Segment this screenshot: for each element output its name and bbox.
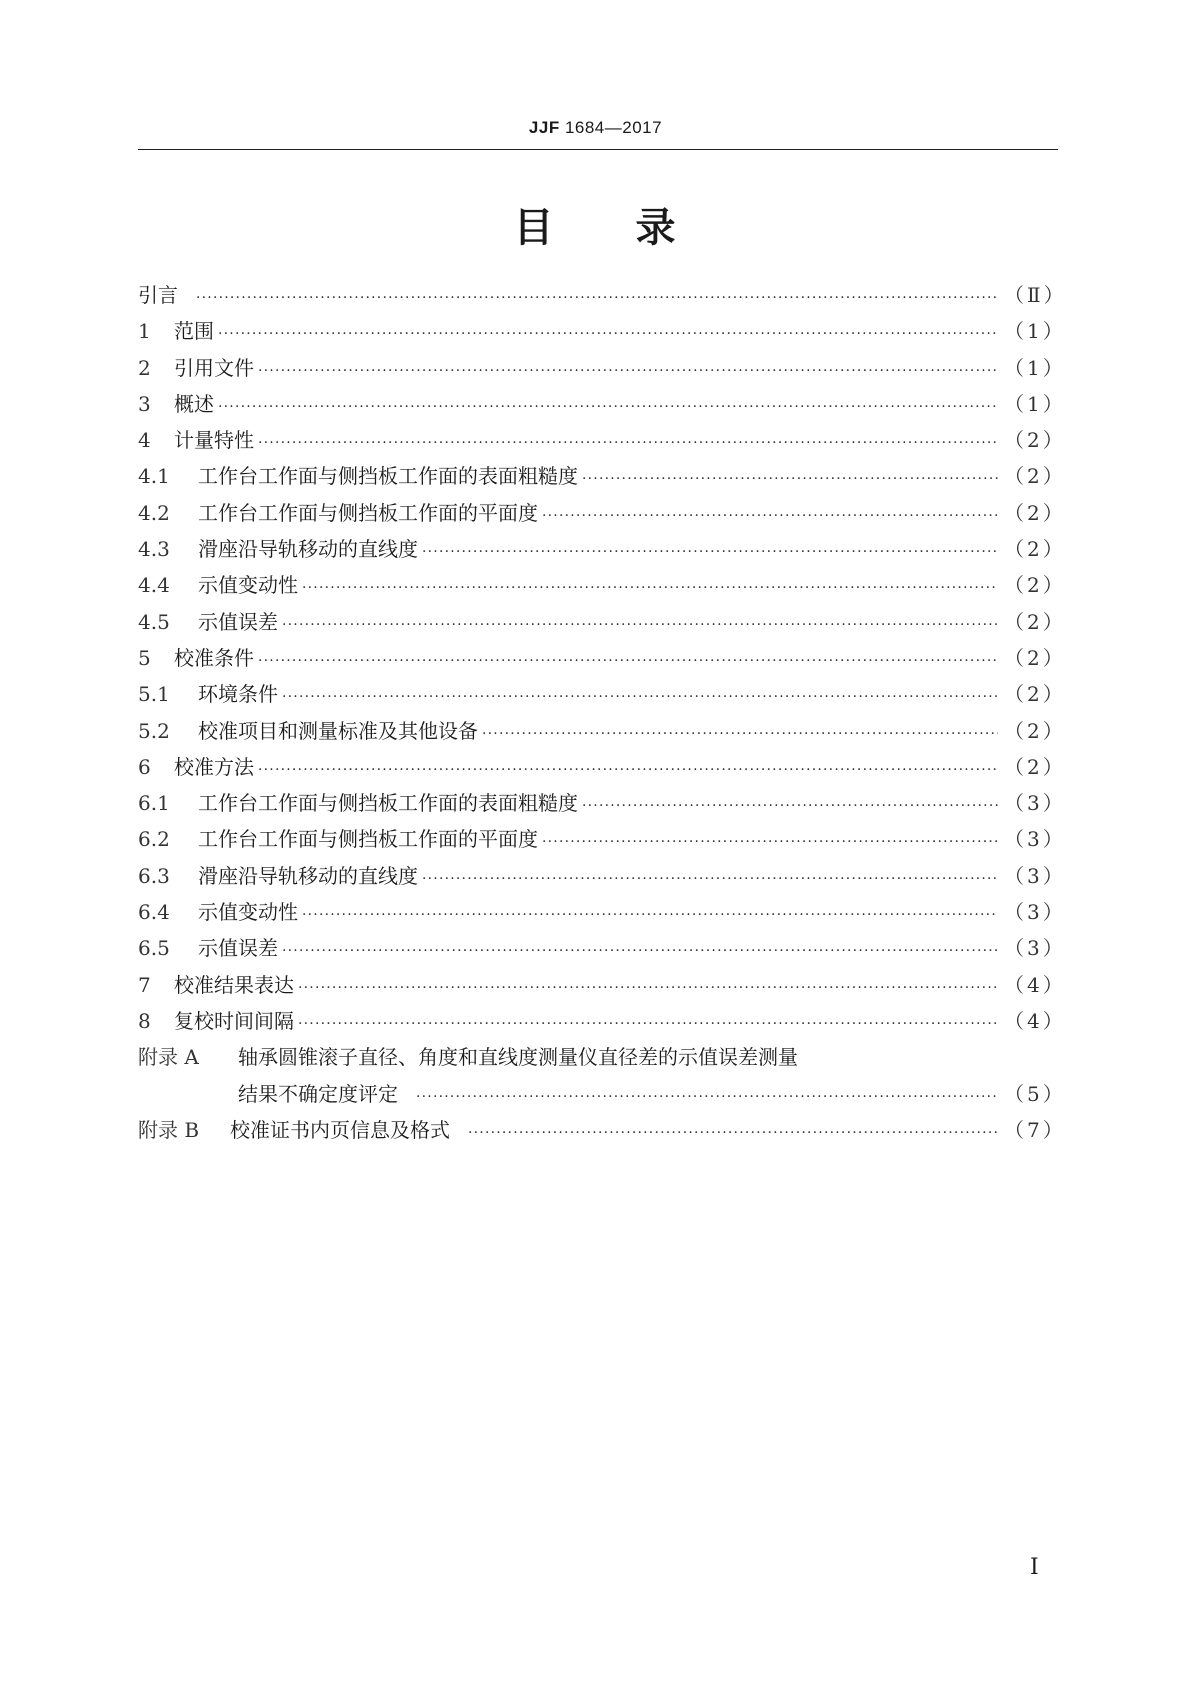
toc-leader-dots xyxy=(482,716,998,752)
toc-leader-dots xyxy=(582,461,998,497)
toc-entry[interactable] xyxy=(138,277,1067,313)
toc-entry-title: 校准项目和测量标准及其他设备 xyxy=(198,718,478,743)
toc-entry-title: 滑座沿导轨移动的直线度 xyxy=(198,537,418,562)
document-header xyxy=(0,118,1191,138)
toc-entry-number: 5.1 xyxy=(138,682,170,707)
toc-entry-title: 滑座沿导轨移动的直线度 xyxy=(198,863,418,888)
toc-entry-page: （2） xyxy=(1004,609,1066,634)
toc-entry[interactable] xyxy=(138,531,1066,567)
toc-entry-title: 工作台工作面与侧挡板工作面的平面度 xyxy=(198,827,538,852)
toc-entry[interactable] xyxy=(138,386,1066,422)
toc-entry[interactable] xyxy=(138,821,1066,857)
toc-entry-title: 工作台工作面与侧挡板工作面的表面粗糙度 xyxy=(198,791,578,816)
toc-entry-number: 7 xyxy=(138,972,151,997)
toc-entry[interactable] xyxy=(138,458,1066,494)
toc-leader-dots xyxy=(282,933,998,969)
toc-entry-page: （2） xyxy=(1004,464,1066,489)
toc-entry-title: 工作台工作面与侧挡板工作面的表面粗糙度 xyxy=(198,464,578,489)
toc-entry-page: （1） xyxy=(1004,355,1066,380)
toc-leader-dots xyxy=(218,389,998,425)
page-title xyxy=(0,196,1191,253)
toc-entry[interactable] xyxy=(138,967,1066,1003)
toc-entry[interactable] xyxy=(138,930,1066,966)
toc-entry-title: 示值变动性 xyxy=(198,573,298,598)
toc-leader-dots xyxy=(542,498,998,534)
toc-entry-title: 校准结果表达 xyxy=(174,972,294,997)
toc-entry-page: （1） xyxy=(1004,319,1066,344)
toc-entry-title: 示值误差 xyxy=(198,609,278,634)
toc-entry-page: （2） xyxy=(1004,682,1066,707)
toc-entry-number: 5 xyxy=(138,645,151,670)
toc-entry-number: 4.3 xyxy=(138,537,170,562)
toc-entry-page: （2） xyxy=(1004,537,1066,562)
toc-leader-dots xyxy=(258,752,998,788)
table-of-contents xyxy=(138,277,1067,1148)
toc-entry-number: 2 xyxy=(138,355,151,380)
toc-entry-page: （1） xyxy=(1004,391,1066,416)
toc-entry-number: 6 xyxy=(138,754,151,779)
toc-entry[interactable] xyxy=(138,350,1066,386)
toc-entry-title: 概述 xyxy=(174,391,214,416)
toc-entry[interactable] xyxy=(138,858,1066,894)
toc-entry-title: 范围 xyxy=(174,319,214,344)
toc-entry-page: （7） xyxy=(1004,1117,1066,1142)
toc-entry-page: （3） xyxy=(1004,791,1066,816)
toc-entry-page: （2） xyxy=(1004,718,1066,743)
toc-leader-dots xyxy=(196,280,998,316)
toc-entry-appendix-a[interactable] xyxy=(138,1039,1058,1075)
toc-entry-page: （3） xyxy=(1004,936,1066,961)
toc-entry-appendix-a-continued[interactable] xyxy=(138,1076,1066,1112)
toc-entry-page: （2） xyxy=(1004,754,1066,779)
toc-leader-dots xyxy=(218,316,998,352)
toc-entry[interactable] xyxy=(138,567,1066,603)
page-number: Ⅰ xyxy=(1030,1555,1039,1580)
toc-entry-page: （2） xyxy=(1004,645,1066,670)
toc-leader-dots xyxy=(298,1006,998,1042)
toc-leader-dots xyxy=(542,824,998,860)
toc-entry-number: 4.1 xyxy=(138,464,170,489)
toc-entry[interactable] xyxy=(138,894,1066,930)
toc-entry-page: （Ⅱ） xyxy=(1004,283,1067,307)
toc-entry-title-continued: 结果不确定度评定 xyxy=(238,1081,398,1106)
toc-entry-page: （3） xyxy=(1004,900,1066,925)
toc-leader-dots xyxy=(416,1079,998,1115)
toc-entry-page: （2） xyxy=(1004,573,1066,598)
toc-entry-title: 轴承圆锥滚子直径、角度和直线度测量仪直径差的示值误差测量 xyxy=(238,1045,798,1070)
toc-entry-title: 示值变动性 xyxy=(198,900,298,925)
toc-entry-number: 附录 B xyxy=(138,1117,200,1142)
toc-entry[interactable] xyxy=(138,749,1066,785)
toc-entry-title: 复校时间间隔 xyxy=(174,1008,294,1033)
toc-entry-title: 校准条件 xyxy=(174,645,254,670)
toc-entry-number: 附录 A xyxy=(138,1045,199,1070)
toc-entry-number: 5.2 xyxy=(138,718,170,743)
toc-entry-title: 环境条件 xyxy=(198,682,278,707)
toc-entry-title: 校准证书内页信息及格式 xyxy=(230,1117,450,1142)
toc-entry-page: （4） xyxy=(1004,972,1066,997)
toc-entry[interactable] xyxy=(138,785,1066,821)
toc-leader-dots xyxy=(468,1115,998,1151)
doc-number: 1684—2017 xyxy=(564,118,663,137)
toc-entry-number: 8 xyxy=(138,1008,151,1033)
toc-leader-dots xyxy=(282,607,998,643)
toc-entry-number: 4.5 xyxy=(138,609,170,634)
toc-leader-dots xyxy=(422,861,998,897)
doc-code: JJF xyxy=(528,118,560,137)
toc-entry-number: 3 xyxy=(138,391,151,416)
toc-entry[interactable] xyxy=(138,1003,1066,1039)
toc-entry-page: （4） xyxy=(1004,1008,1066,1033)
toc-entry[interactable] xyxy=(138,676,1066,712)
toc-entry-number: 6.4 xyxy=(138,900,170,925)
toc-entry[interactable] xyxy=(138,604,1066,640)
toc-entry-title: 校准方法 xyxy=(174,754,254,779)
toc-entry-number: 6.2 xyxy=(138,827,170,852)
toc-entry-appendix-b[interactable] xyxy=(138,1112,1066,1148)
toc-entry-title: 引言 xyxy=(138,283,178,307)
toc-leader-dots xyxy=(258,643,998,679)
toc-entry-page: （3） xyxy=(1004,827,1066,852)
toc-entry-page: （2） xyxy=(1004,500,1066,525)
toc-entry-page: （2） xyxy=(1004,428,1066,453)
toc-entry-number: 1 xyxy=(138,319,151,344)
toc-leader-dots xyxy=(422,534,998,570)
toc-leader-dots xyxy=(302,897,998,933)
toc-entry[interactable] xyxy=(138,640,1066,676)
toc-leader-dots xyxy=(258,425,998,461)
header-rule xyxy=(138,149,1058,150)
toc-leader-dots xyxy=(302,570,998,606)
toc-entry-page: （3） xyxy=(1004,863,1066,888)
toc-entry[interactable] xyxy=(138,713,1066,749)
toc-entry-title: 引用文件 xyxy=(174,355,254,380)
toc-entry-title: 工作台工作面与侧挡板工作面的平面度 xyxy=(198,500,538,525)
title-char-1: 目 xyxy=(513,205,556,251)
toc-entry-number: 6.5 xyxy=(138,936,170,961)
toc-leader-dots xyxy=(282,679,998,715)
toc-entry-number: 4.4 xyxy=(138,573,170,598)
toc-entry-number: 4 xyxy=(138,428,151,453)
title-char-2: 录 xyxy=(635,205,678,251)
toc-leader-dots xyxy=(258,353,998,389)
toc-entry[interactable] xyxy=(138,422,1066,458)
toc-entry[interactable] xyxy=(138,495,1066,531)
toc-entry-title: 计量特性 xyxy=(174,428,254,453)
toc-entry-number: 6.3 xyxy=(138,863,170,888)
toc-entry-page: （5） xyxy=(1004,1081,1066,1106)
toc-entry-title: 示值误差 xyxy=(198,936,278,961)
toc-leader-dots xyxy=(582,788,998,824)
toc-entry-number: 4.2 xyxy=(138,500,170,525)
toc-entry-number: 6.1 xyxy=(138,791,170,816)
toc-leader-dots xyxy=(298,970,998,1006)
toc-entry[interactable] xyxy=(138,313,1066,349)
